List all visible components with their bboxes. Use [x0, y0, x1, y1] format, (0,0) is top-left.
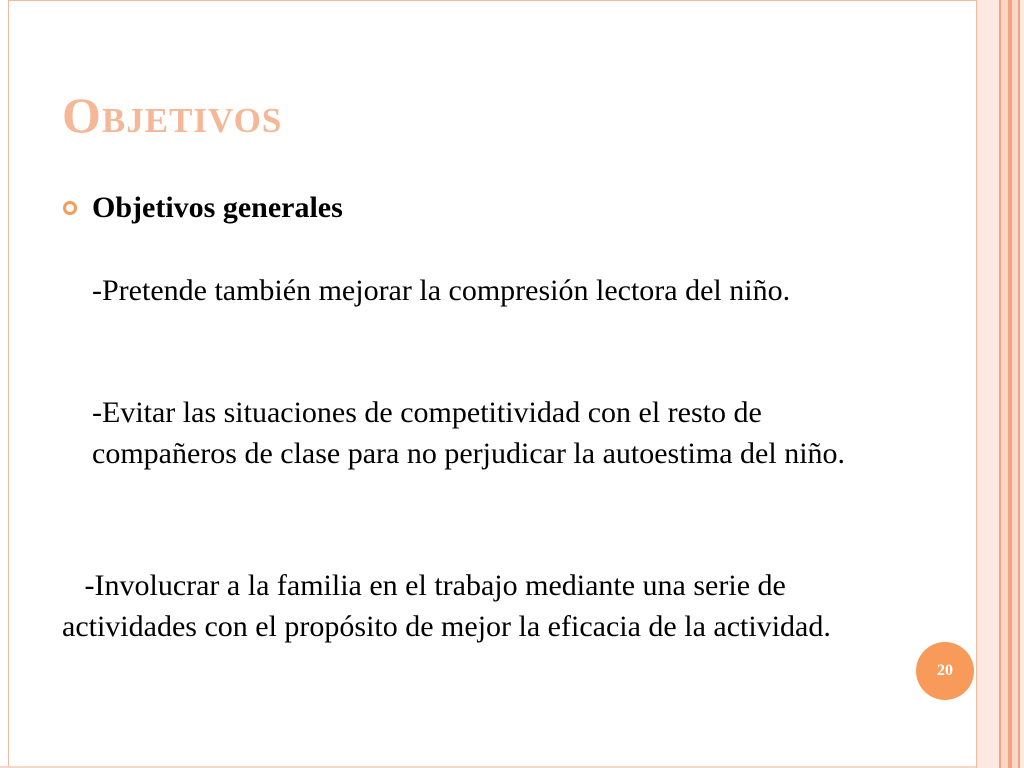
ring-bullet-icon	[62, 200, 78, 216]
stripe	[977, 0, 999, 768]
stripe	[1001, 0, 1008, 768]
page-number: 20	[937, 662, 953, 679]
slide-top-border	[0, 0, 1024, 1]
slide-title: Objetivos	[62, 87, 283, 143]
bullet-heading: Objetivos generales	[92, 191, 343, 224]
bullet-item	[62, 190, 343, 226]
decorative-right-stripes	[976, 0, 1024, 768]
paragraph-familia: -Involucrar a la familia en el trabajo mediante una serie de actividades con el propósito de mejor la eficacia de la actividad.	[62, 569, 831, 643]
slide-left-border	[0, 0, 9, 768]
stripe	[1020, 0, 1024, 768]
page-number-badge	[916, 642, 974, 700]
paragraph-comprension: -Pretende también mejorar la compresión lectora del niño.	[92, 274, 791, 307]
paragraph-competitividad: -Evitar las situaciones de competitividad con el resto de compañeros de clase para no perjudicar la autoestima del niño.	[92, 396, 846, 470]
